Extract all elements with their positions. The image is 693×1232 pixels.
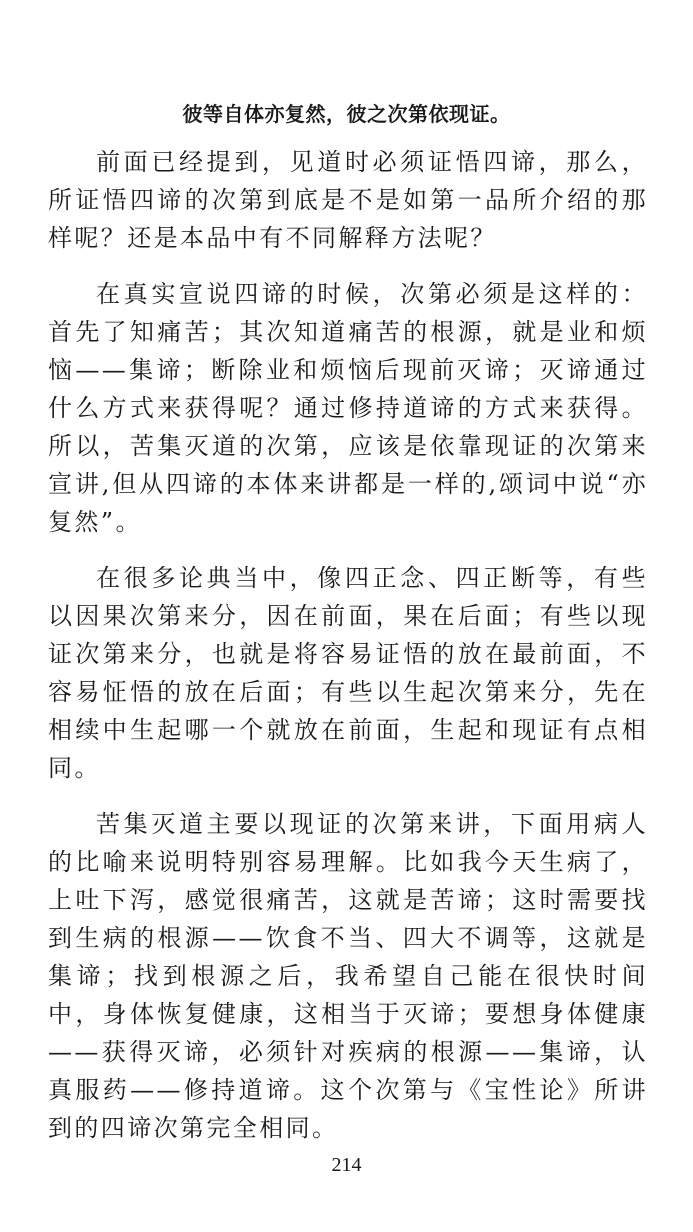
paragraph-3: 在很多论典当中，像四正念、四正断等，有些以因果次第来分，因在前面，果在后面；有些以现证次第来分，也就是将容易证悟的放在最前面，不容易怔悟的放在后面；有些以生起次第来分，先在相续中生起哪一个就放在前面，生起和现证有点相同。: [48, 564, 648, 782]
body-text: [48, 143, 648, 1165]
verse-heading: 彼等自体亦复然，彼之次第依现证。: [182, 102, 511, 126]
page-number: 214: [331, 1154, 362, 1176]
paragraph-2: 在真实宣说四谛的时候，次第必须是这样的：首先了知痛苦；其次知道痛苦的根源，就是业和烦恼——集谛；断除业和烦恼后现前灭谛；灭谛通过什么方式来获得呢？通过修持道谛的方式来获得。所以，苦集灭道的次第，应该是依靠现证的次第来宣讲,但从四谛的本体来讲都是一样的,颂词中说“亦复然”。: [48, 280, 648, 536]
paragraph-1: 前面已经提到，见道时必须证悟四谛，那么，所证悟四谛的次第到底是不是如第一品所介绍的那样呢？还是本品中有不同解释方法呢？: [48, 148, 648, 252]
paragraph-4: 苦集灭道主要以现证的次第来讲，下面用病人的比喻来说明特别容易理解。比如我今天生病了，上吐下泻，感觉很痛苦，这就是苦谛；这时需要找到生病的根源——饮食不当、四大不调等，这就是集谛；找到根源之后，我希望自己能在很快时间中，身体恢复健康，这相当于灭谛；要想身体健康——获得灭谛，必须针对疾病的根源——集谛，认真服药——修持道谛。这个次第与《宝性论》所讲到的四谛次第完全相同。: [48, 810, 648, 1142]
